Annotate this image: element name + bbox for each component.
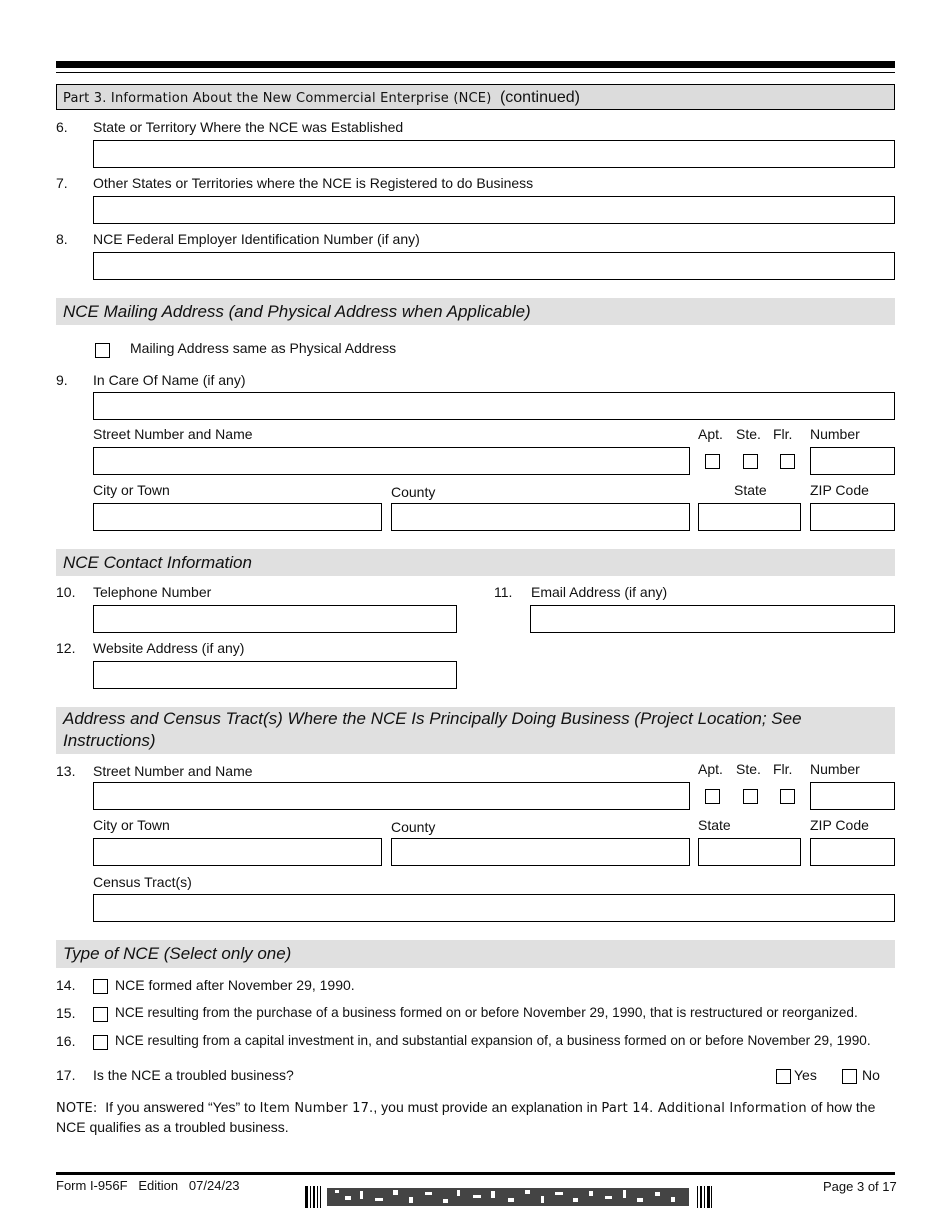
city-label: City or Town [93, 482, 170, 498]
loc-zip-input[interactable] [810, 838, 895, 866]
ste-checkbox[interactable] [743, 454, 758, 469]
troubled-business-note [56, 1098, 895, 1137]
flr-checkbox[interactable] [780, 454, 795, 469]
census-tract-label: Census Tract(s) [93, 874, 192, 890]
street-label: Street Number and Name [93, 426, 253, 442]
loc-unit-number-input[interactable] [810, 782, 895, 810]
item-14-number: 14. [56, 977, 76, 993]
item-7-label: Other States or Territories where the NCE is Registered to do Business [93, 175, 534, 191]
item-8-number: 8. [56, 231, 68, 247]
troubled-yes-label: Yes [794, 1067, 817, 1083]
apt-checkbox[interactable] [705, 454, 720, 469]
page-number: Page 3 of 17 [823, 1179, 897, 1194]
type-15-checkbox[interactable] [93, 1007, 108, 1022]
apt-label: Apt. [698, 426, 723, 442]
part-title: Part 3. Information About the New Commercial Enterprise (NCE) [63, 91, 492, 106]
note-text-3: of how the NCE qualifies as a troubled business. [56, 1099, 876, 1135]
zip-label: ZIP Code [810, 482, 869, 498]
loc-apt-label: Apt. [698, 761, 723, 777]
type-14-label: NCE formed after November 29, 1990. [115, 977, 355, 993]
footer-rule [56, 1172, 895, 1175]
phone-label: Telephone Number [93, 584, 212, 600]
part-3-heading [56, 84, 895, 110]
street-input[interactable] [93, 447, 690, 475]
county-input[interactable] [391, 503, 690, 531]
item-6-number: 6. [56, 119, 68, 135]
state-select[interactable] [698, 503, 801, 531]
state-established-input[interactable] [93, 140, 895, 168]
loc-street-label: Street Number and Name [93, 763, 253, 779]
city-input[interactable] [93, 503, 382, 531]
same-as-physical-label: Mailing Address same as Physical Address [130, 340, 397, 356]
loc-flr-label: Flr. [773, 761, 793, 777]
zip-input[interactable] [810, 503, 895, 531]
loc-number-label: Number [810, 761, 860, 777]
item-11-number: 11. [494, 584, 513, 600]
loc-city-label: City or Town [93, 817, 170, 833]
email-label: Email Address (if any) [531, 584, 668, 600]
loc-street-input[interactable] [93, 782, 690, 810]
fein-input[interactable] [93, 252, 895, 280]
loc-city-input[interactable] [93, 838, 382, 866]
care-of-input[interactable] [93, 392, 895, 420]
note-ref-item-17: Item Number 17. [259, 1101, 374, 1116]
contact-heading: NCE Contact Information [56, 549, 895, 576]
loc-county-input[interactable] [391, 838, 690, 866]
state-label: State [734, 482, 767, 498]
item-15-number: 15. [56, 1005, 76, 1021]
note-text-2: , you must provide an explanation in [373, 1099, 602, 1115]
troubled-business-label: Is the NCE a troubled business? [93, 1067, 294, 1083]
unit-number-input[interactable] [810, 447, 895, 475]
barcode-icon [305, 1186, 713, 1208]
troubled-yes-checkbox[interactable] [776, 1069, 791, 1084]
care-of-label: In Care Of Name (if any) [93, 372, 246, 388]
email-input[interactable] [530, 605, 895, 633]
item-7-number: 7. [56, 175, 68, 191]
same-as-physical-checkbox[interactable] [95, 343, 110, 358]
part-continued: (continued) [499, 89, 580, 106]
type-of-nce-heading: Type of NCE (Select only one) [56, 940, 895, 968]
website-input[interactable] [93, 661, 457, 689]
phone-input[interactable] [93, 605, 457, 633]
loc-state-select[interactable] [698, 838, 801, 866]
website-label: Website Address (if any) [93, 640, 245, 656]
loc-ste-label: Ste. [736, 761, 761, 777]
item-6-label: State or Territory Where the NCE was Established [93, 119, 404, 135]
loc-flr-checkbox[interactable] [780, 789, 795, 804]
type-16-checkbox[interactable] [93, 1035, 108, 1050]
other-states-input[interactable] [93, 196, 895, 224]
flr-label: Flr. [773, 426, 793, 442]
form-edition: Form I-956F Edition 07/24/23 [56, 1178, 240, 1193]
loc-zip-label: ZIP Code [810, 817, 869, 833]
type-16-label: NCE resulting from a capital investment in, and substantial expansion of, a business formed on or before November 29, 1990. [115, 1033, 871, 1048]
top-thin-rule [56, 72, 895, 73]
loc-ste-checkbox[interactable] [743, 789, 758, 804]
note-ref-part-14: Part 14. Additional Information [601, 1101, 807, 1116]
note-prefix: NOTE: [56, 1101, 98, 1116]
item-8-label: NCE Federal Employer Identification Number (if any) [93, 231, 420, 247]
item-16-number: 16. [56, 1033, 76, 1049]
type-14-checkbox[interactable] [93, 979, 108, 994]
loc-state-label: State [698, 817, 731, 833]
troubled-no-checkbox[interactable] [842, 1069, 857, 1084]
item-17-number: 17. [56, 1067, 76, 1083]
number-label: Number [810, 426, 860, 442]
loc-apt-checkbox[interactable] [705, 789, 720, 804]
census-tract-input[interactable] [93, 894, 895, 922]
item-9-number: 9. [56, 372, 68, 388]
troubled-no-label: No [862, 1067, 880, 1083]
item-10-number: 10. [56, 584, 76, 600]
type-15-label: NCE resulting from the purchase of a business formed on or before November 29, 1990, that is restructured or reorganized. [115, 1005, 858, 1020]
note-text-1: If you answered “Yes” to [97, 1099, 260, 1115]
project-location-heading: Address and Census Tract(s) Where the NCE Is Principally Doing Business (Project Location; See Instructions) [56, 707, 895, 754]
mailing-address-heading: NCE Mailing Address (and Physical Address when Applicable) [56, 298, 895, 325]
ste-label: Ste. [736, 426, 761, 442]
top-thick-rule [56, 61, 895, 68]
county-label: County [391, 484, 436, 500]
item-13-number: 13. [56, 763, 76, 779]
item-12-number: 12. [56, 640, 76, 656]
loc-county-label: County [391, 819, 436, 835]
